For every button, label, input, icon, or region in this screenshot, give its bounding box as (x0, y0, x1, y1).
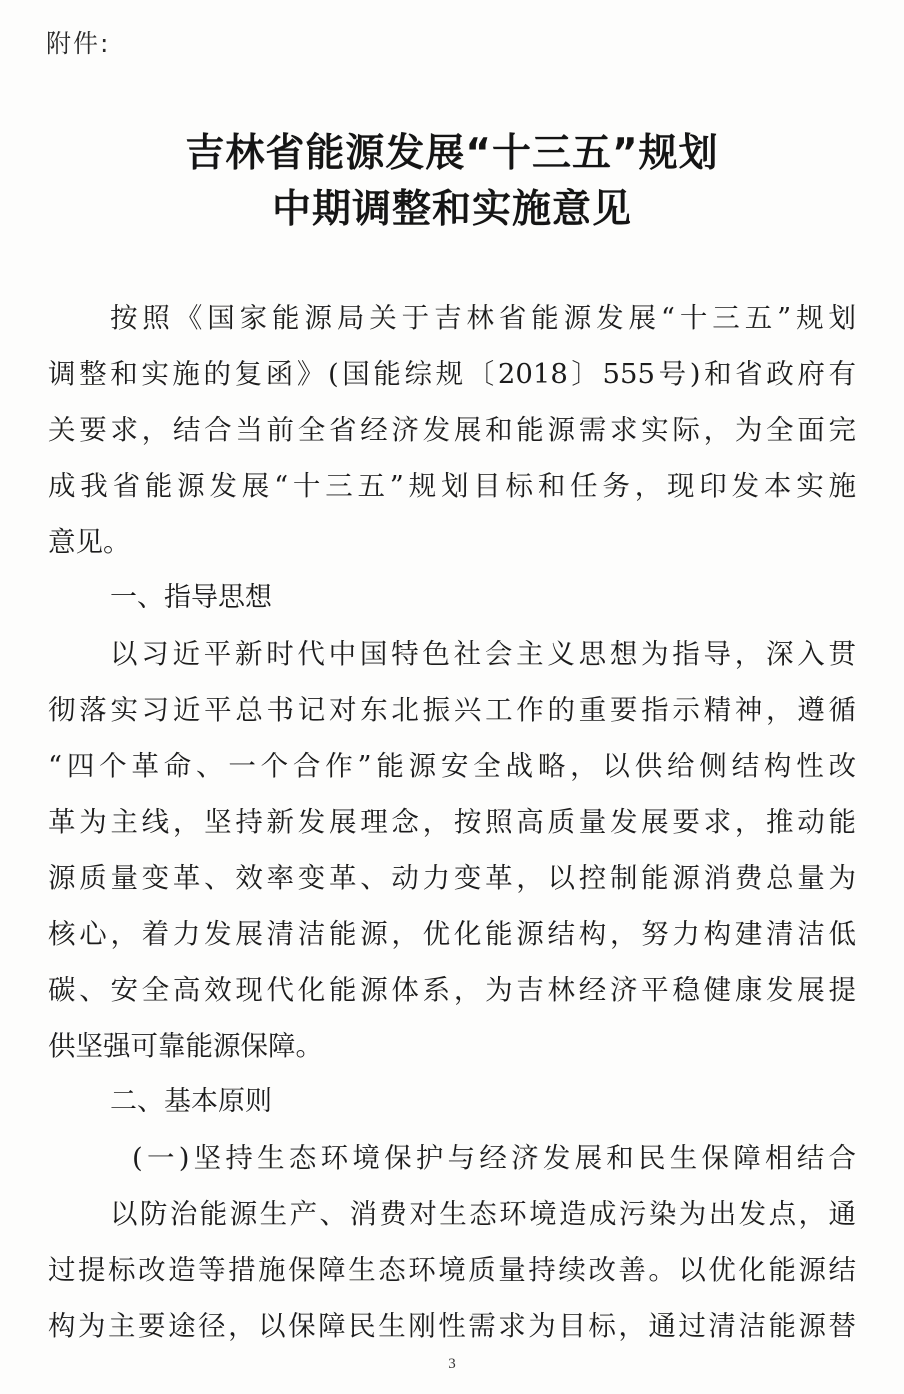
section1-line-3: “四个革命、一个合作”能源安全战略，以供给侧结构性改 (48, 750, 856, 782)
section1-line-1: 以习近平新时代中国特色社会主义思想为指导，深入贯 (110, 638, 856, 670)
section-heading-guiding-ideology: 一、指导思想 (110, 582, 272, 613)
section1-line-2: 彻落实习近平总书记对东北振兴工作的重要指示精神，遵循 (48, 694, 856, 726)
intro-line-5: 意见。 (48, 526, 131, 558)
section1-line-6: 核心，着力发展清洁能源，优化能源结构，努力构建清洁低 (48, 918, 856, 950)
section1-line-7: 碳、安全高效现代化能源体系，为吉林经济平稳健康发展提 (48, 974, 856, 1006)
attachment-label: 附件: (46, 29, 111, 58)
section1-line-4: 革为主线，坚持新发展理念，按照高质量发展要求，推动能 (48, 806, 856, 838)
intro-line-2: 调整和实施的复函》(国能综规〔2018〕555号)和省政府有 (48, 358, 856, 390)
section2-line-1: 以防治能源生产、消费对生态环境造成污染为出发点，通 (110, 1198, 856, 1230)
section2-line-2: 过提标改造等措施保障生态环境质量持续改善。以优化能源结 (48, 1254, 856, 1286)
section2-line-3: 构为主要途径，以保障民生刚性需求为目标，通过清洁能源替 (48, 1310, 856, 1342)
document-title-line-2: 中期调整和实施意见 (271, 187, 632, 232)
intro-line-4: 成我省能源发展“十三五”规划目标和任务，现印发本实施 (48, 470, 856, 502)
section-heading-basic-principles: 二、基本原则 (110, 1086, 272, 1117)
intro-line-3: 关要求，结合当前全省经济发展和能源需求实际，为全面完 (48, 414, 856, 446)
intro-line-1: 按照《国家能源局关于吉林省能源发展“十三五”规划 (110, 302, 856, 334)
section1-line-8: 供坚强可靠能源保障。 (48, 1030, 323, 1062)
document-title-line-1: 吉林省能源发展“十三五”规划 (185, 131, 719, 176)
section2-subheading: (一)坚持生态环境保护与经济发展和民生保障相结合 (132, 1142, 856, 1174)
section1-line-5: 源质量变革、效率变革、动力变革，以控制能源消费总量为 (48, 862, 856, 894)
page-number: 3 (448, 1356, 456, 1372)
